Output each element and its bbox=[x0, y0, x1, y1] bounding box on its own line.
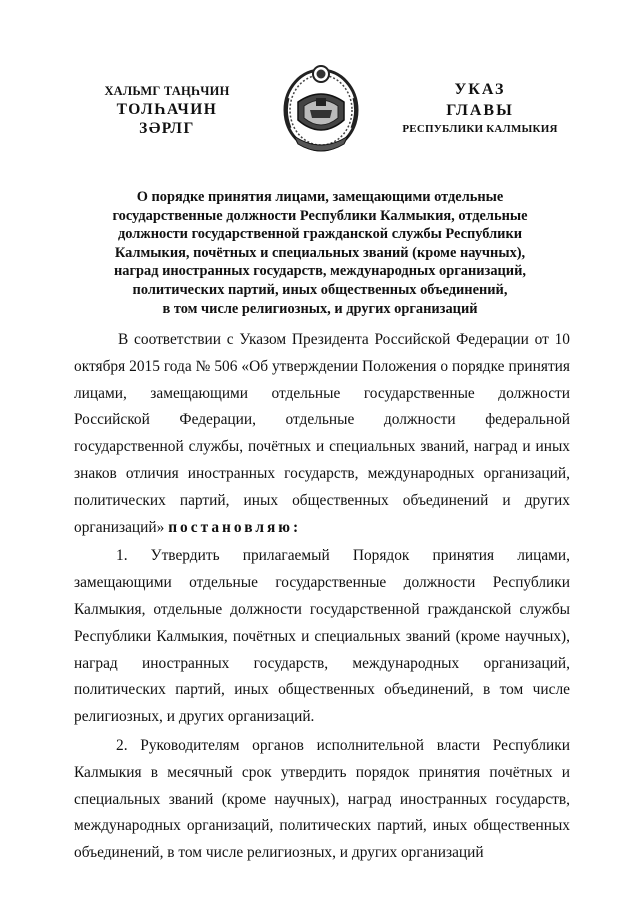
document-body bbox=[74, 327, 570, 867]
title-line: государственные должности Республики Калмыкия, отдельные bbox=[112, 207, 528, 224]
header-russian-line1: УКАЗ bbox=[454, 81, 506, 98]
decree-word: постановляю: bbox=[168, 518, 302, 536]
header-russian bbox=[400, 80, 560, 136]
item-2-paragraph: 2. Руководителям органов исполнительной власти Республики Калмыкия в месячный срок утвердить порядок принятия почётных и специальных званий (кроме научных), наград иностранных государств, международных организаций, политических партий, иных общественных объединений, в том числе религиозных, и других организаций bbox=[74, 736, 570, 862]
title-line: в том числе религиозных, и других организаций bbox=[162, 300, 478, 317]
title-line: О порядке принятия лицами, замещающими отдельные bbox=[136, 189, 504, 205]
preamble-text: В соответствии с Указом Президента Российской Федерации от 10 октября 2015 года № 506 «Об утверждении Положения о порядке принятия лицами, замещающими отдельные государственные должности Российской Федерации, отдельные должности федеральной государственной службы, почётных и специальных званий, наград и иных знаков отличия иностранных государств, международных организаций, политических партий, иных общественных объединений и других организаций» bbox=[74, 331, 570, 536]
title-line: Калмыкия, почётных и специальных званий (кроме научных), bbox=[114, 244, 526, 261]
title-line: политических партий, иных общественных объединений, bbox=[132, 281, 508, 298]
kalmykia-coat-of-arms-icon bbox=[280, 58, 362, 158]
header-kalmyk bbox=[92, 84, 242, 138]
title-line: наград иностранных государств, международных организаций, bbox=[113, 263, 526, 280]
header-russian-line3: РЕСПУБЛИКИ КАЛМЫКИЯ bbox=[402, 122, 558, 135]
item-1-paragraph: 1. Утвердить прилагаемый Порядок принятия лицами, замещающими отдельные государственные должности Республики Калмыкия, отдельные должности государственной гражданской службы Республики Калмыкия, почётных и специальных званий (кроме научных), наград иностранных государств, международных организаций, политических партий, иных общественных объединений, в том числе религиозных, и других организаций. bbox=[74, 547, 570, 726]
preamble-paragraph bbox=[74, 327, 570, 541]
document-title bbox=[70, 188, 570, 318]
header-kalmyk-line2: ТОЛҺАЧИН bbox=[116, 100, 218, 118]
header-kalmyk-line1: ХАЛЬМГ ТАҢҺЧИН bbox=[104, 84, 230, 98]
header-russian-line2: ГЛАВЫ bbox=[446, 101, 514, 119]
title-line: должности государственной гражданской службы Республики bbox=[117, 226, 523, 243]
header-kalmyk-line3: ЗӘРЛГ bbox=[139, 120, 195, 137]
